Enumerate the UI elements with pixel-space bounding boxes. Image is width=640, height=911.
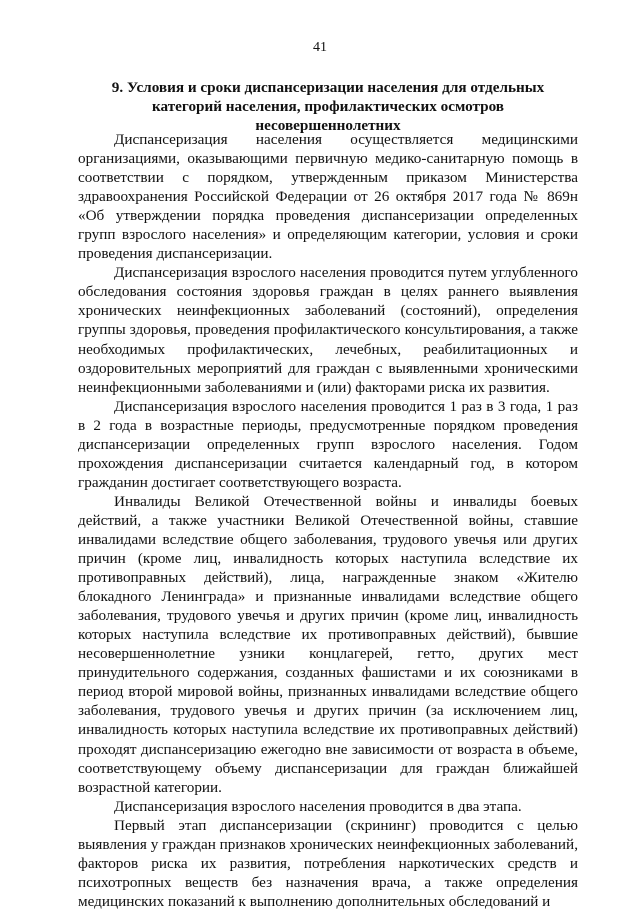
- page-number: 41: [313, 40, 327, 55]
- paragraph-first-stage: Первый этап диспансеризации (скрининг) проводится с целью выявления у граждан признаков хронических неинфекционных заболеваний, факторов риска их развития, потребления наркотических средств и психотропных веществ без назначения врача, а также определения медицинских показаний к выполнению дополнительных обследований и: [78, 816, 578, 910]
- document-body: [78, 130, 578, 911]
- paragraph-dispensary-organizations: Диспансеризация населения осуществляется медицинскими организациями, оказывающими первичную медико-санитарную помощь в соответствии с порядком, утвержденным приказом Министерства здравоохранения Российской Федерации от 26 октября 2017 года № 869н «Об утверждении порядка проведения диспансеризации определенных групп взрослого населения» и определяющим категории, условия и сроки проведения диспансеризации.: [78, 131, 578, 263]
- paragraph-veterans-annual: Инвалиды Великой Отечественной войны и инвалиды боевых действий, а также участники Великой Отечественной войны, ставшие инвалидами вследствие общего заболевания, трудового увечья или других причин (кроме лиц, инвалидность которых наступила вследствие их противоправных действий), лица, награжденные знаком «Жителю блокадного Ленинграда» и признанные инвалидами вследствие общего заболевания, трудового увечья и других причин (кроме лиц, инвалидность которых наступила вследствие их противоправных действий), бывшие несовершеннолетние узники концлагерей, гетто, других мест принудительного содержания, созданных фашистами и их союзниками в период второй мировой войны, признанных инвалидами вследствие общего заболевания, трудового увечья и других причин (за исключением лиц, инвалидность которых наступила вследствие их противоправных действий) проходят диспансеризацию ежегодно вне зависимости от возраста в объеме, соответствующему объему диспансеризации для граждан ближайшей возрастной категории.: [78, 492, 578, 796]
- paragraph-dispensary-purpose: Диспансеризация взрослого населения проводится путем углубленного обследования состояния здоровья граждан в целях раннего выявления хронических неинфекционных заболеваний (состояний), определения группы здоровья, проведения профилактического консультирования, а также необходимых профилактических, лечебных, реабилитационных и оздоровительных мероприятий для граждан с выявленными хроническими неинфекционными заболеваниями и (или) факторами риска их развития.: [78, 264, 578, 396]
- paragraph-two-stages: Диспансеризация взрослого населения проводится в два этапа.: [114, 797, 522, 815]
- paragraph-dispensary-frequency: Диспансеризация взрослого населения проводится 1 раз в 3 года, 1 раз в 2 года в возрастные периоды, предусмотренные порядком проведения диспансеризации определенных групп взрослого населения. Годом прохождения диспансеризации считается календарный год, в котором гражданин достигает соответствующего возраста.: [78, 397, 578, 491]
- section-title: 9. Условия и сроки диспансеризации населения для отдельных категорий населения, профилактических осмотров несовершеннолетних: [111, 79, 545, 134]
